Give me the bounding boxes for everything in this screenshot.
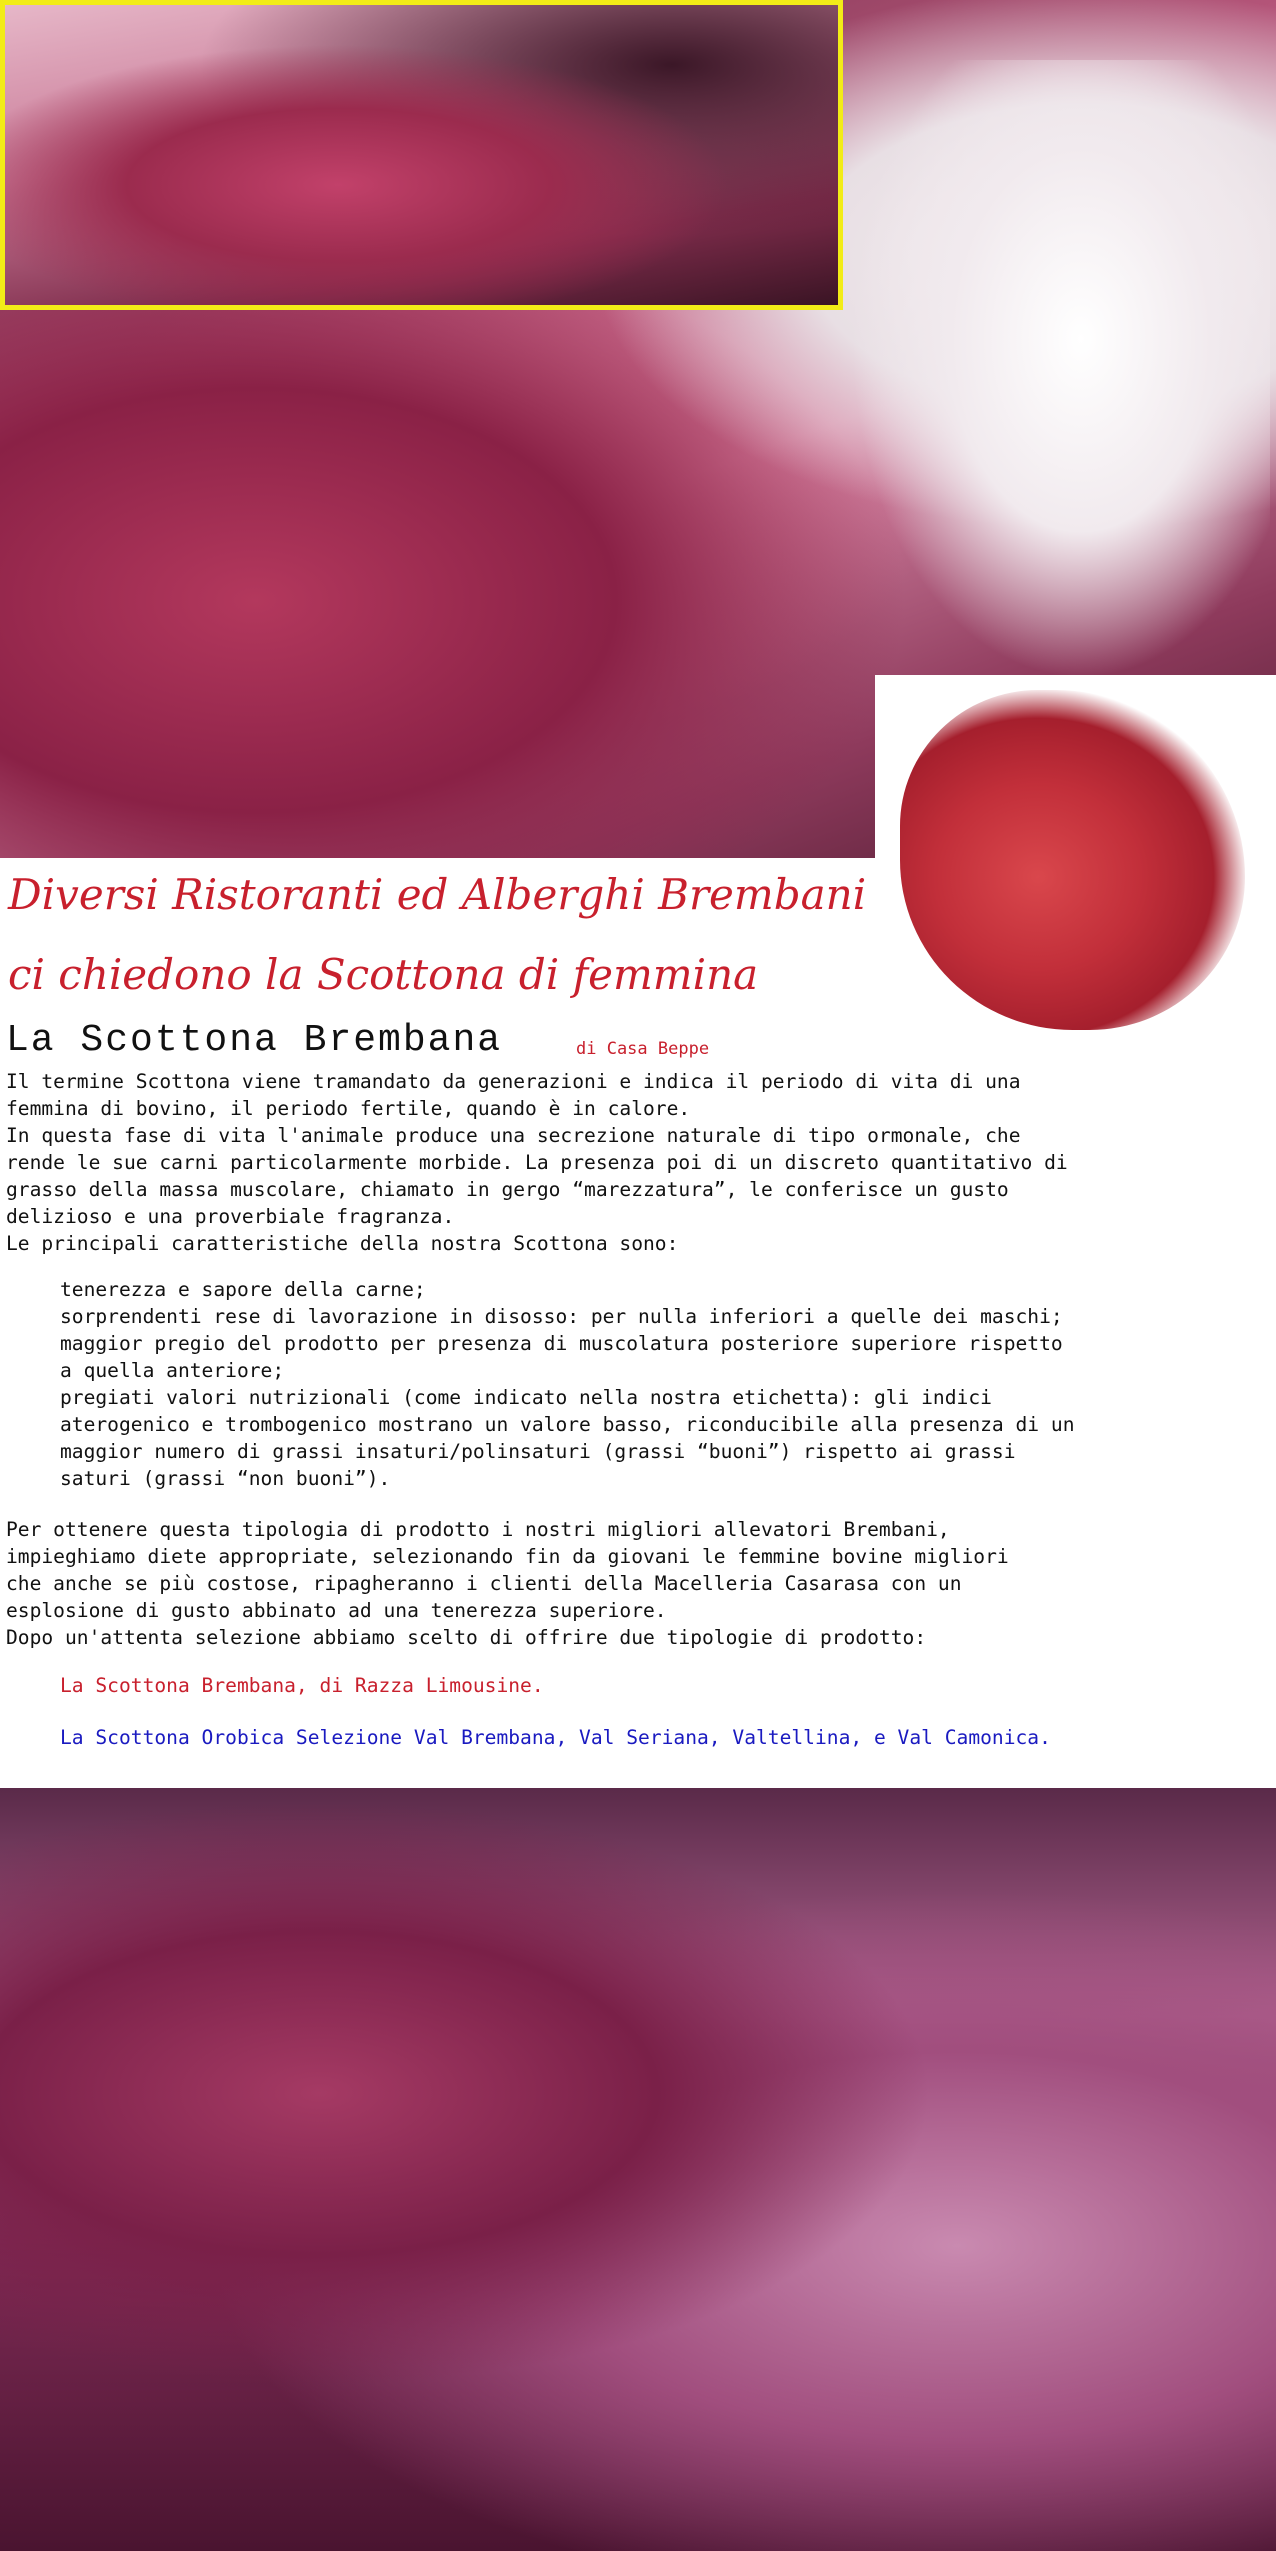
feature-item: maggior pregio del prodotto per presenza di muscolatura posteriore superiore rispetto a quella anteriore; <box>60 1332 1063 1382</box>
feature-item: tenerezza e sapore della carne; <box>60 1278 426 1301</box>
meat-display-inset-photo <box>0 0 843 310</box>
feature-item: pregiati valori nutrizionali (come indicato nella nostra etichetta): gli indici aterogenico e trombogenico mostrano un valore basso, riconducibile alla presenza di un maggior numero di grassi insaturi/polinsaturi (grassi “buoni”) rispetto ai grassi saturi (grassi “non buoni”). <box>60 1386 1075 1490</box>
closing-paragraph: Per ottenere questa tipologia di prodotto i nostri migliori allevatori Brembani, impieghiamo diete appropriate, selezionando fin da giovani le femmine bovine migliori che anche se più costose, ripagheranno i clienti della Macelleria Casarasa con un esplosione di gusto abbinato ad una tenerezza superiore. Dopo un'attenta selezione abbiamo scelto di offrire due tipologie di prodotto: <box>6 1518 1009 1649</box>
brand-title: La Scottona Brembana <box>6 1019 503 1062</box>
product-orobica: La Scottona Orobica Selezione Val Brembana, Val Seriana, Valtellina, e Val Camonica. <box>60 1726 1051 1749</box>
scottona-steak-photo <box>875 675 1276 1052</box>
feature-item: sorprendenti rese di lavorazione in disosso: per nulla inferiori a quelle dei maschi; <box>60 1305 1063 1328</box>
headline-line-2: ci chiedono la Scottona di femmina <box>8 950 759 999</box>
product-limousine: La Scottona Brembana, di Razza Limousine. <box>60 1674 544 1697</box>
steak-image <box>900 690 1245 1030</box>
brand-subtitle: di Casa Beppe <box>576 1039 710 1059</box>
intro-paragraph: Il termine Scottona viene tramandato da generazioni e indica il periodo di vita di una femmina di bovino, il periodo fertile, quando è in calore. In questa fase di vita l'animale produce una secrezione naturale di tipo ormonale, che rende le sue carni particolarmente morbide. La presenza poi di un discreto quantitativo di grasso della massa muscolare, chiamato in gergo “marezzatura”, le conferisce un gusto delizioso e una proverbiale fragranza. Le principali caratteristiche della nostra Scottona sono: <box>6 1070 1068 1255</box>
meat-counter-photo <box>0 1788 1276 2551</box>
headline-line-1: Diversi Ristoranti ed Alberghi Brembani <box>8 870 867 919</box>
butcher-figure <box>850 60 1270 680</box>
feature-list <box>60 1276 1272 1492</box>
